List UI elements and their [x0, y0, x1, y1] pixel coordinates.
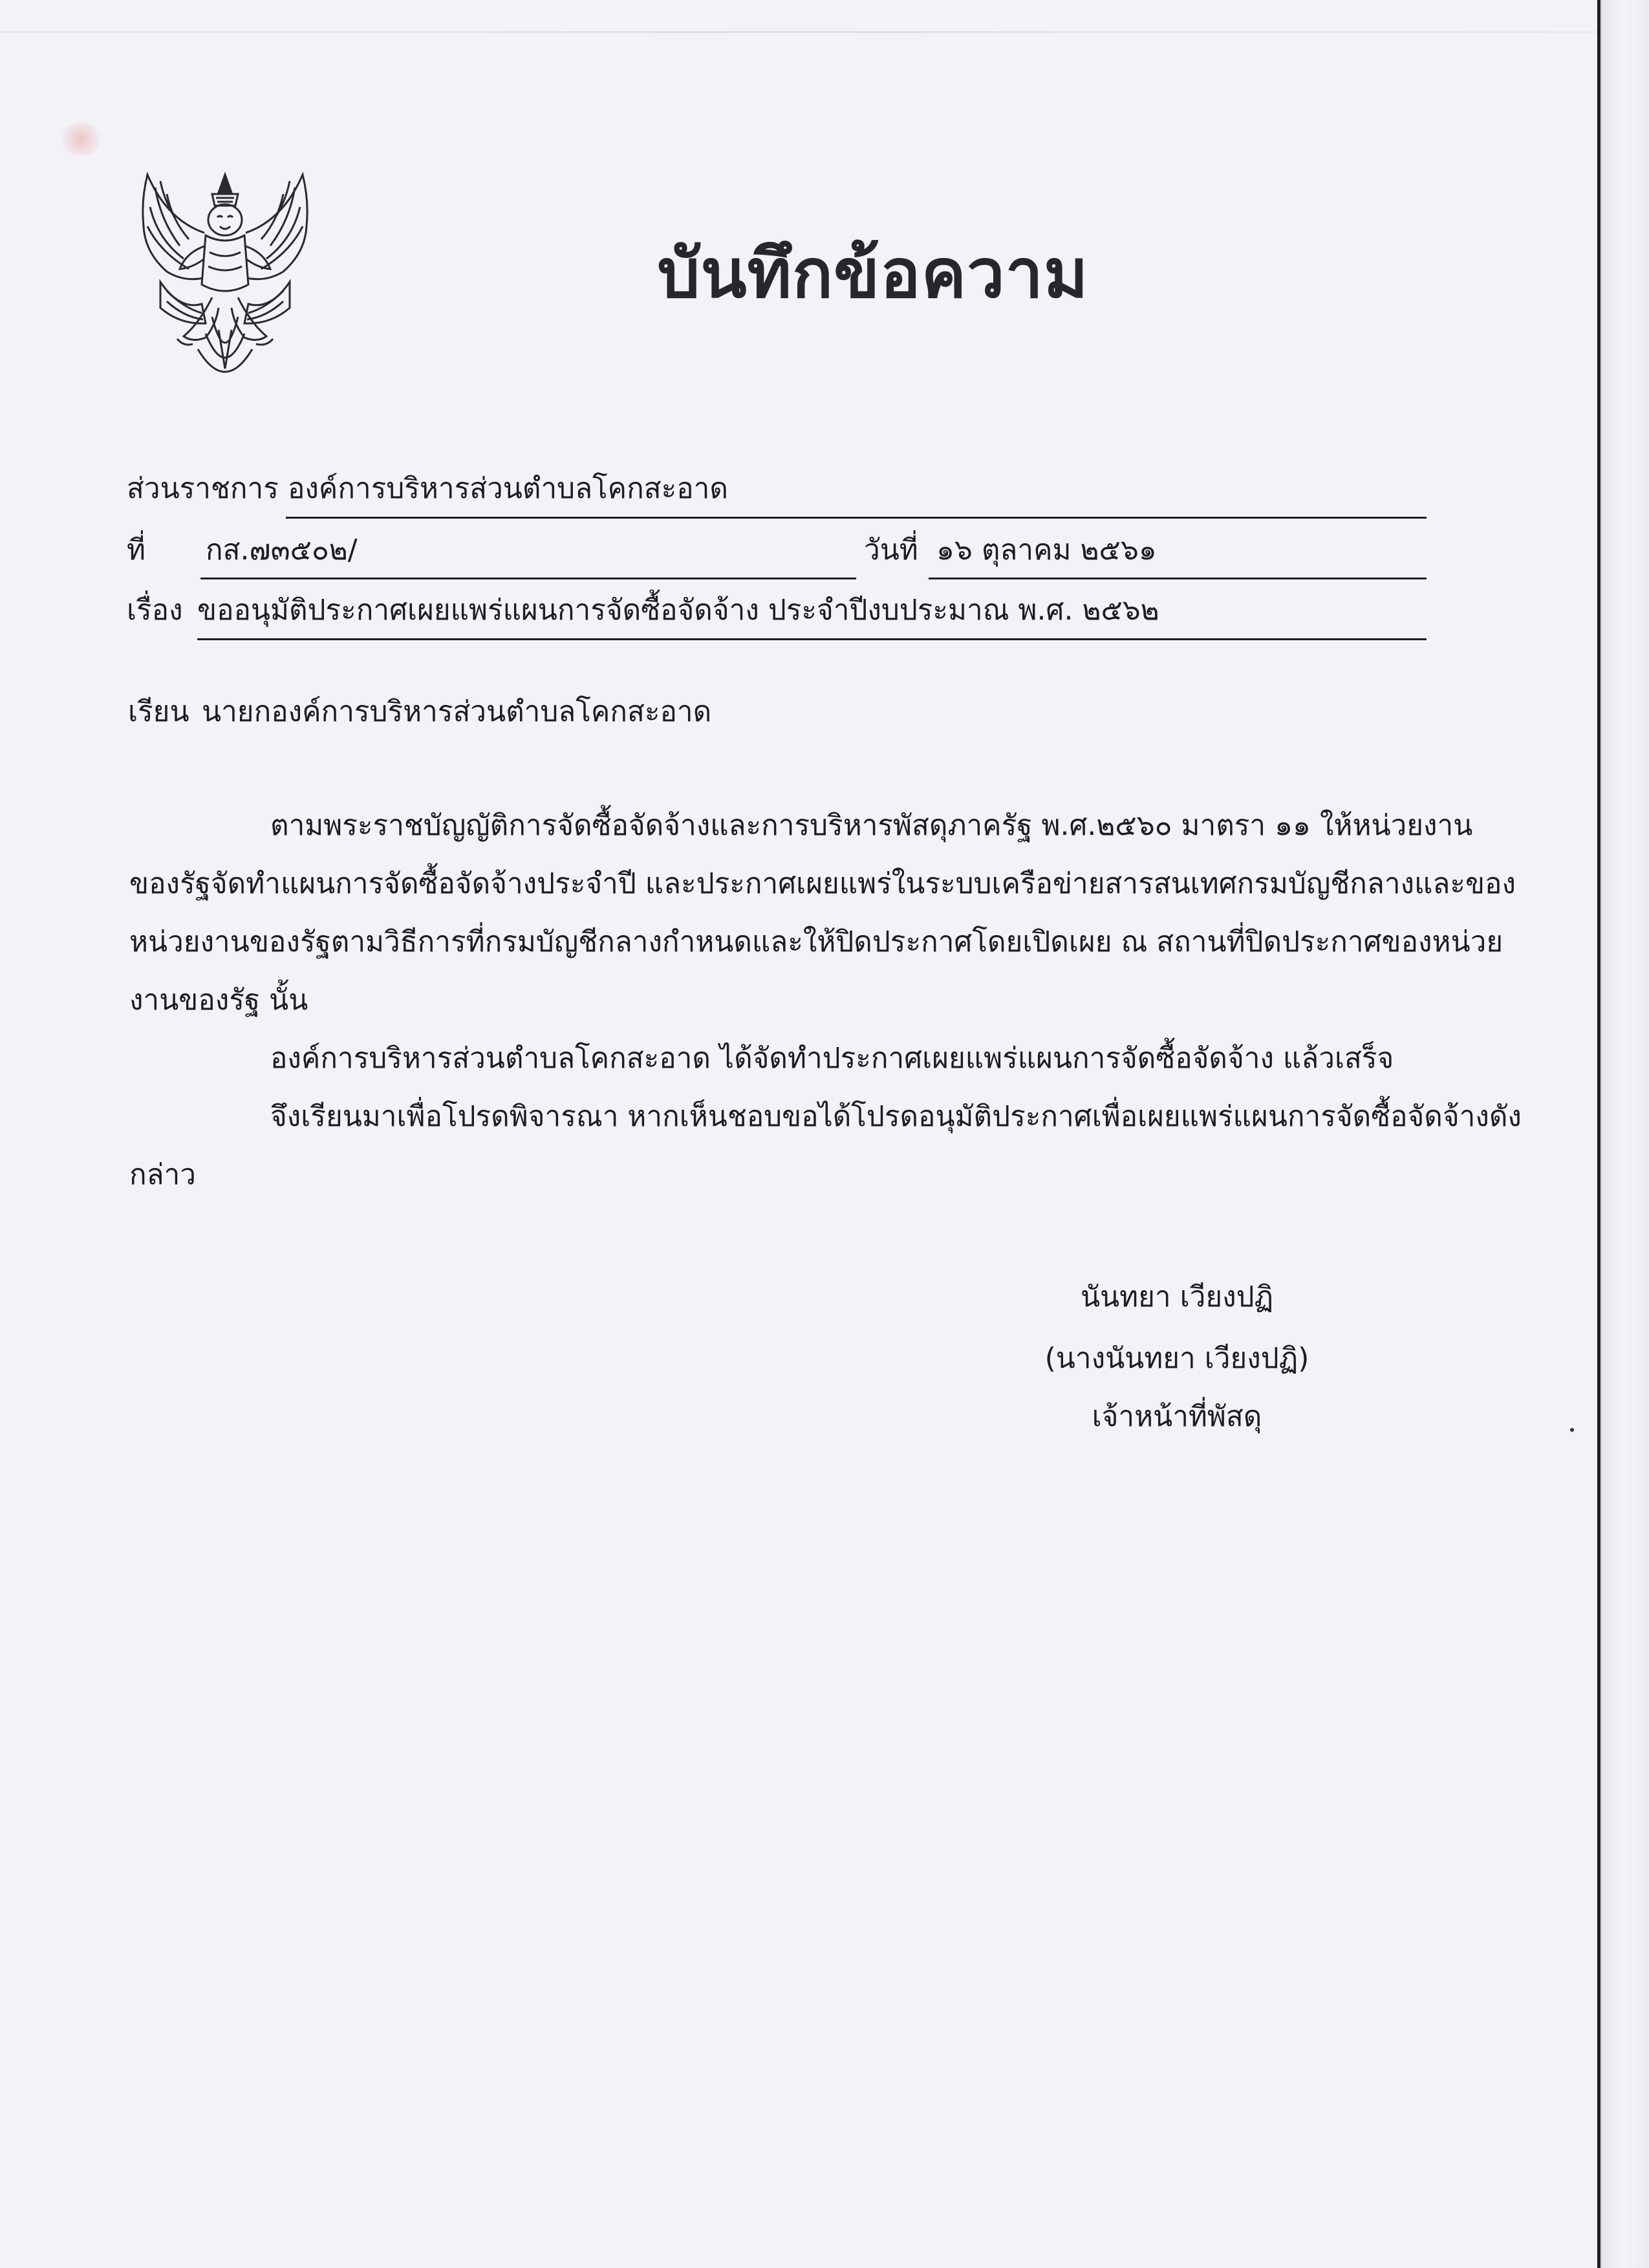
subject-underline [197, 638, 1427, 640]
subject-value: ขออนุมัติประกาศเผยแพร่แผนการจัดซื้อจัดจ้าง ประจำปีงบประมาณ พ.ศ. ๒๕๖๒ [197, 594, 1159, 627]
body-paragraph-3-line-1: จึงเรียนมาเพื่อโปรดพิจารณา หากเห็นชอบขอได้โปรดอนุมัติประกาศเพื่อเผยแพร่แผนการจัดซื้อจัดจ้างดัง [270, 1100, 1522, 1133]
signature-name: นันทยา เวียงปฏิ [1080, 1280, 1274, 1313]
body-paragraph-1-line-3: หน่วยงานของรัฐตามวิธีการที่กรมบัญชีกลางกำหนดและให้ปิดประกาศโดยเปิดเผย ณ สถานที่ปิดประกาศของหน่วย [129, 925, 1503, 958]
scan-right-edge [1597, 0, 1649, 2268]
to-label: เรียน [128, 695, 189, 728]
paper-speck [1570, 1428, 1574, 1432]
subject-label: เรื่อง [127, 594, 183, 627]
ref-label: ที่ [127, 534, 146, 567]
signature-full-name: (นางนันทยา เวียงปฏิ) [1044, 1342, 1310, 1375]
date-underline [929, 578, 1427, 579]
body-paragraph-3-line-2: กล่าว [129, 1158, 197, 1191]
date-label: วันที่ [864, 534, 918, 567]
memo-title: บันทึกข้อความ [657, 234, 1089, 313]
ref-underline [200, 578, 856, 579]
body-paragraph-2-line-1: องค์การบริหารส่วนตำบลโคกสะอาด ได้จัดทำประกาศเผยแพร่แผนการจัดซื้อจัดจ้าง แล้วเสร็จ [270, 1042, 1394, 1075]
paper-fold-line [0, 31, 1597, 33]
department-underline [286, 517, 1427, 519]
body-paragraph-1-line-2: ของรัฐจัดทำแผนการจัดซื้อจัดจ้างประจำปี และประกาศเผยแพร่ในระบบเครือข่ายสารสนเทศกรมบัญชีกลางและของ [129, 867, 1516, 900]
body-paragraph-1-line-1: ตามพระราชบัญญัติการจัดซื้อจัดจ้างและการบริหารพัสดุภาครัฐ พ.ศ.๒๕๖๐ มาตรา ๑๑ ให้หน่วยงาน [270, 809, 1473, 842]
department-label: ส่วนราชการ [127, 472, 279, 505]
ref-value: กส.๗๓๕๐๒/ [206, 534, 358, 567]
garuda-emblem-icon [122, 155, 329, 388]
date-value: ๑๖ ตุลาคม ๒๕๖๑ [936, 534, 1157, 567]
signature-position: เจ้าหน้าที่พัสดุ [1092, 1400, 1262, 1433]
department-value: องค์การบริหารส่วนตำบลโคกสะอาด [288, 472, 728, 505]
to-value: นายกองค์การบริหารส่วนตำบลโคกสะอาด [202, 695, 712, 728]
paper-stain [58, 123, 103, 155]
body-paragraph-1-line-4: งานของรัฐ นั้น [129, 984, 308, 1017]
